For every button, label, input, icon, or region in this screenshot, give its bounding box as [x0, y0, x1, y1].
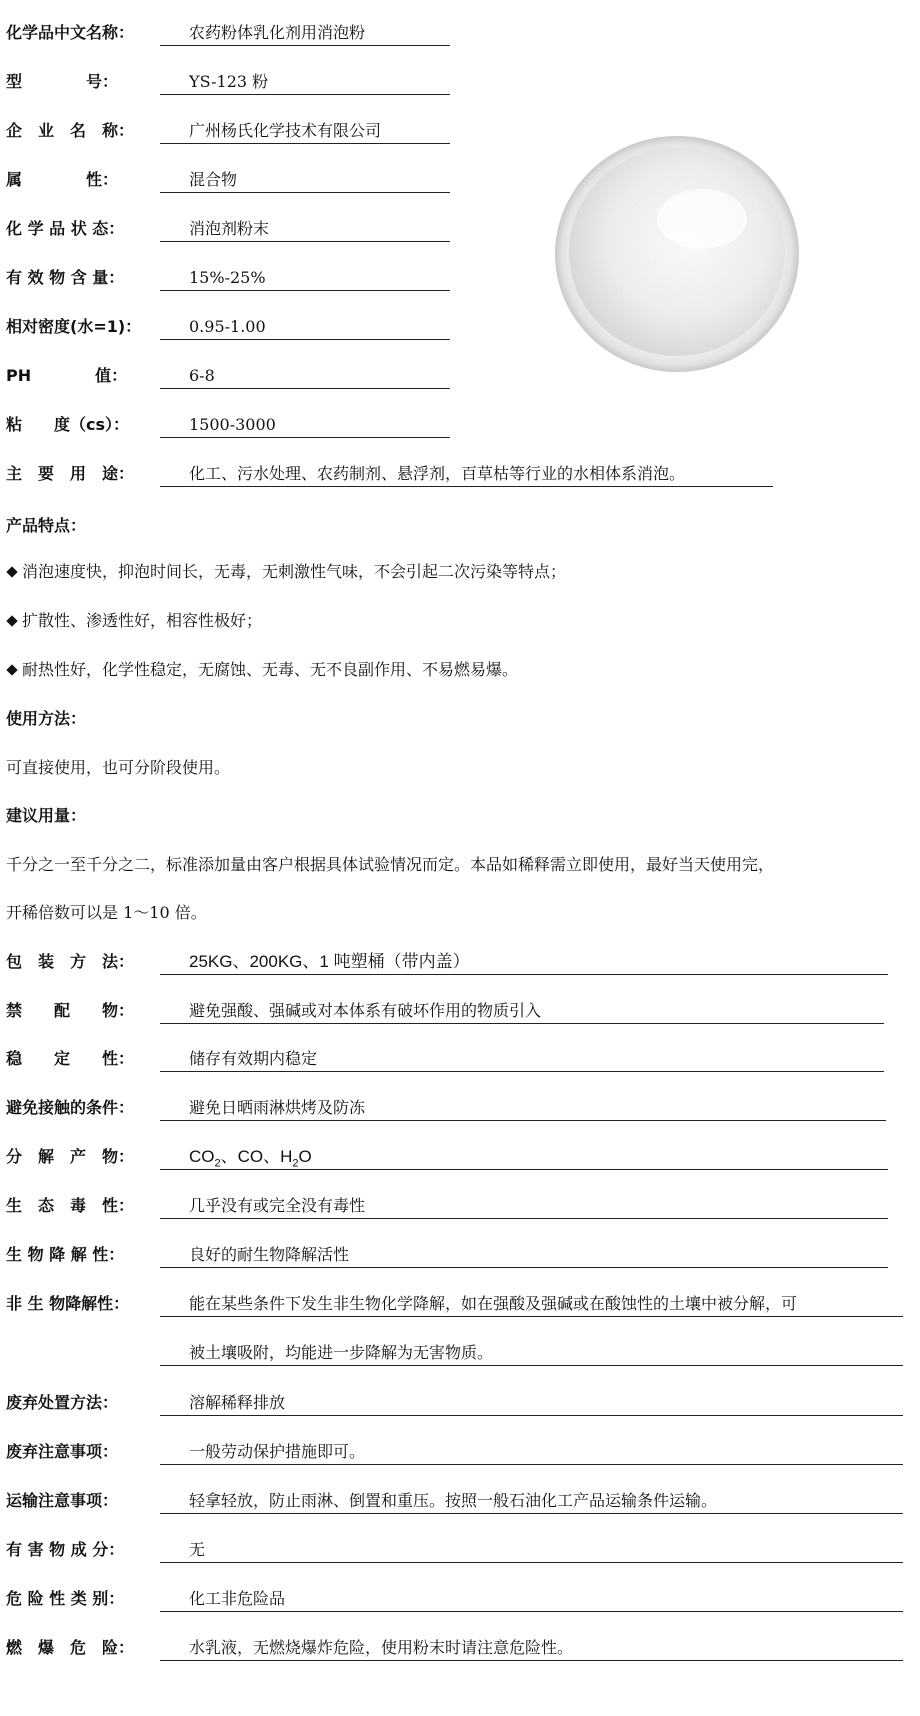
safety-label: 包 装 方 法： [6, 952, 135, 971]
spec-value: 消泡剂粉末 [160, 214, 450, 242]
safety-label: 避免接触的条件： [6, 1098, 135, 1117]
safety-label: 禁 配 物： [6, 1001, 135, 1020]
safety-label: 有 害 物 成 分： [6, 1540, 125, 1559]
dosage-text-line1: 千分之一至千分之二，标准添加量由客户根据具体试验情况而定。本品如稀释需立即使用，最好当天使用完， [6, 855, 775, 874]
safety-label: 危 险 性 类 别： [6, 1589, 125, 1608]
spec-value: 0.95-1.00 [160, 312, 450, 340]
safety-value: 几乎没有或完全没有毒性 [160, 1191, 888, 1219]
features-heading: 产品特点： [6, 516, 87, 535]
usage-text: 可直接使用，也可分阶段使用。 [6, 758, 231, 777]
safety-value: 避免日晒雨淋烘烤及防冻 [160, 1093, 886, 1121]
spec-label: 型 号： [6, 72, 119, 91]
safety-value: 溶解稀释排放 [160, 1388, 903, 1416]
spec-value: 广州杨氏化学技术有限公司 [160, 116, 450, 144]
safety-value: 化工非危险品 [160, 1584, 903, 1612]
spec-label: 属 性： [6, 170, 119, 189]
safety-label: 废弃注意事项： [6, 1442, 119, 1461]
feature-item: 扩散性、渗透性好，相容性极好； [6, 606, 262, 636]
safety-value: 轻拿轻放，防止雨淋、倒置和重压。按照一般石油化工产品运输条件运输。 [160, 1486, 903, 1514]
spec-value: YS-123 粉 [160, 67, 450, 95]
diamond-bullet-icon [6, 664, 17, 675]
dosage-text-line2: 开稀倍数可以是 1～10 倍。 [6, 903, 207, 922]
safety-value: 良好的耐生物降解活性 [160, 1240, 888, 1268]
spec-label: 化 学 品 状 态： [6, 219, 125, 238]
dosage-heading: 建议用量： [6, 806, 87, 825]
safety-label: 稳 定 性： [6, 1049, 135, 1068]
spec-value: 1500-3000 [160, 410, 450, 438]
usage-heading: 使用方法： [6, 709, 87, 728]
spec-label: 相对密度(水=1)： [6, 317, 142, 336]
safety-value: 25KG、200KG、1 吨塑桶（带内盖） [160, 947, 888, 975]
diamond-bullet-icon [6, 566, 17, 577]
spec-label: 有 效 物 含 量： [6, 268, 125, 287]
safety-value: 储存有效期内稳定 [160, 1044, 884, 1072]
spec-value: 15%-25% [160, 263, 450, 291]
safety-value: 避免强酸、强碱或对本体系有破坏作用的物质引入 [160, 996, 884, 1024]
safety-label: 运输注意事项： [6, 1491, 119, 1510]
feature-item: 消泡速度快，抑泡时间长，无毒，无刺激性气味，不会引起二次污染等特点； [6, 557, 566, 587]
safety-label: 非 生 物降解性： [6, 1294, 130, 1313]
spec-label: 企 业 名 称： [6, 121, 135, 140]
spec-value: 农药粉体乳化剂用消泡粉 [160, 18, 450, 46]
spec-label: PH 值： [6, 366, 128, 385]
safety-label: 生 态 毒 性： [6, 1196, 135, 1215]
spec-value: 混合物 [160, 165, 450, 193]
diamond-bullet-icon [6, 615, 17, 626]
safety-value: 一般劳动保护措施即可。 [160, 1437, 903, 1465]
safety-label: 生 物 降 解 性： [6, 1245, 125, 1264]
feature-item: 耐热性好，化学性稳定，无腐蚀、无毒、无不良副作用、不易燃易爆。 [6, 655, 518, 685]
spec-value: 化工、污水处理、农药制剂、悬浮剂，百草枯等行业的水相体系消泡。 [160, 459, 773, 487]
safety-label: 分 解 产 物： [6, 1147, 135, 1166]
safety-label: 废弃处置方法： [6, 1393, 119, 1412]
safety-value: 水乳液，无燃烧爆炸危险，使用粉末时请注意危险性。 [160, 1633, 903, 1661]
powder-bowl-image [552, 134, 802, 374]
safety-value: 无 [160, 1535, 903, 1563]
spec-label: 主 要 用 途： [6, 464, 135, 483]
decomposition-products-value: $CO_2$、CO、$H_2O$ [160, 1142, 888, 1170]
safety-value: 能在某些条件下发生非生物化学降解，如在强酸及强碱或在酸蚀性的土壤中被分解，可 [160, 1289, 903, 1317]
spec-label: 粘 度（cs）： [6, 415, 130, 434]
safety-value-continued: 被土壤吸附，均能进一步降解为无害物质。 [160, 1338, 903, 1366]
spec-label: 化学品中文名称： [6, 23, 135, 42]
safety-label: 燃 爆 危 险： [6, 1638, 135, 1657]
spec-value: 6-8 [160, 361, 450, 389]
